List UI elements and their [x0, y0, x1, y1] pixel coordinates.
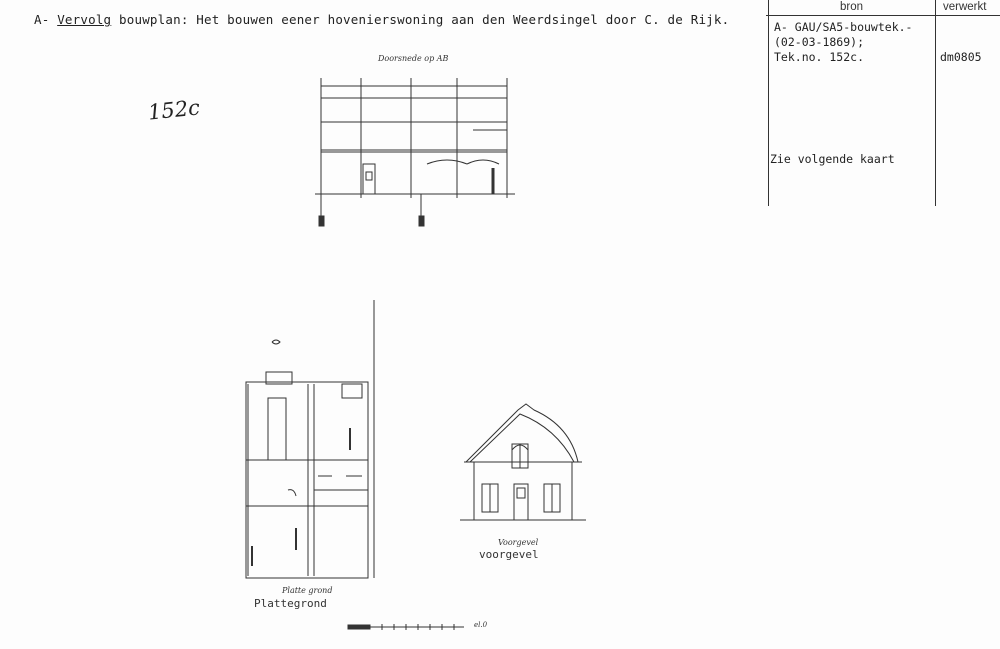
record-code: dm0805: [940, 50, 982, 64]
header-bron: bron: [840, 1, 864, 13]
scale-label: el.0: [474, 621, 488, 629]
source-line-1: A- GAU/SA5-bouwtek.-: [774, 20, 913, 34]
source-table: [766, 0, 1000, 206]
plan-handwritten-caption: Platte grond: [282, 586, 333, 595]
title-underlined-word: Vervolg: [57, 12, 112, 27]
table-column-divider: [935, 0, 936, 206]
source-line-3: Tek.no. 152c.: [774, 50, 865, 64]
facade-handwritten-caption: Voorgevel: [498, 538, 539, 547]
plan-typed-caption: Plattegrond: [254, 597, 327, 610]
section-drawing: [315, 78, 515, 228]
header-verwerkt: verwerkt: [943, 1, 987, 13]
title-text: bouwplan: Het bouwen eener hovenierswoning aan den Weerdsingel door C. de Rijk.: [119, 12, 730, 27]
table-left-border: [768, 0, 769, 206]
floor-plan-drawing: [242, 300, 382, 580]
facade-drawing: [460, 400, 590, 525]
facade-typed-caption: voorgevel: [479, 548, 539, 561]
section-caption: Doorsnede op AB: [378, 54, 449, 63]
scale-bar: [348, 622, 468, 634]
handwritten-number: 152c: [146, 95, 201, 125]
table-note: Zie volgende kaart: [770, 152, 895, 166]
title-prefix: A-: [34, 12, 50, 27]
document-title: [34, 12, 729, 27]
source-line-2: (02-03-1869);: [774, 35, 865, 49]
table-header-divider: [766, 15, 1000, 16]
